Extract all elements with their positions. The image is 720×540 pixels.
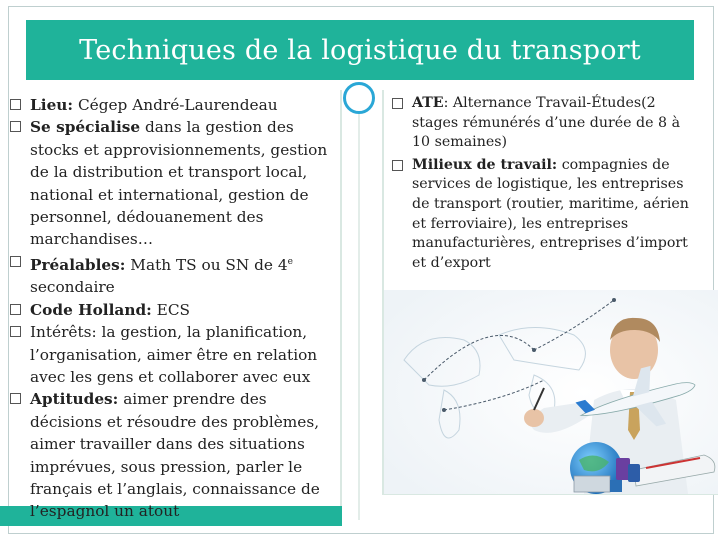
item-text: ECS (151, 300, 191, 319)
list-item (392, 94, 692, 153)
item-text: compagnies de services de logistique, les entreprises de transport (routier, maritime, aérien et ferroviaire), les entreprises manufacturières, entreprises d’import et d’export (412, 156, 689, 271)
item-label: Milieux de travail: (412, 156, 558, 173)
superscript: e (287, 256, 293, 267)
item-text: aimer prendre des décisions et résoudre des problèmes, aimer travailler dans des situations imprévues, sous pression, parler le français et l’anglais, connaissance de l’espagnol un atout (30, 390, 320, 521)
checkbox-bullet-icon (10, 326, 21, 337)
right-bullet-list (392, 94, 692, 273)
item-label: Se spécialise (30, 118, 141, 137)
list-item (10, 321, 335, 388)
checkbox-bullet-icon (10, 256, 21, 267)
checkbox-bullet-icon (392, 160, 403, 171)
item-label: ATE (412, 95, 444, 111)
title-bar (26, 20, 694, 80)
slide-title: Techniques de la logistique du transport (79, 34, 641, 66)
item-text: Cégep André-Laurendeau (73, 96, 278, 114)
logistics-illustration (384, 290, 718, 494)
item-label: Lieu: (30, 96, 74, 114)
list-item (10, 116, 335, 250)
item-text: dans la gestion des stocks et approvisionnements, gestion de la distribution et transport local, national et international, gestion de personnel, dédouanement des marchandises… (30, 118, 328, 249)
list-item (392, 156, 692, 274)
item-text: Math TS ou SN de 4 (125, 255, 288, 274)
item-text-continued: secondaire (30, 278, 115, 297)
list-item (10, 251, 335, 299)
checkbox-bullet-icon (10, 393, 21, 404)
checkbox-bullet-icon (10, 121, 21, 132)
divider-line (358, 108, 360, 520)
logistics-photo (384, 290, 718, 494)
circle-decoration (343, 82, 375, 114)
item-text: : Alternance Travail-Études(2 stages rémunérés d’une durée de 8 à 10 semaines) (412, 95, 681, 151)
item-label: Code Holland: (30, 300, 152, 319)
list-item (10, 388, 335, 522)
checkbox-bullet-icon (10, 99, 21, 110)
list-item (10, 94, 335, 116)
list-item (10, 299, 335, 321)
checkbox-bullet-icon (392, 98, 403, 109)
left-bullet-list (10, 94, 335, 523)
item-label: Préalables: (30, 255, 126, 274)
item-text: Intérêts: la gestion, la planification, l’organisation, aimer être en relation avec les gens et collaborer avec eux (30, 323, 318, 386)
checkbox-bullet-icon (10, 304, 21, 315)
item-label: Aptitudes: (30, 390, 119, 409)
